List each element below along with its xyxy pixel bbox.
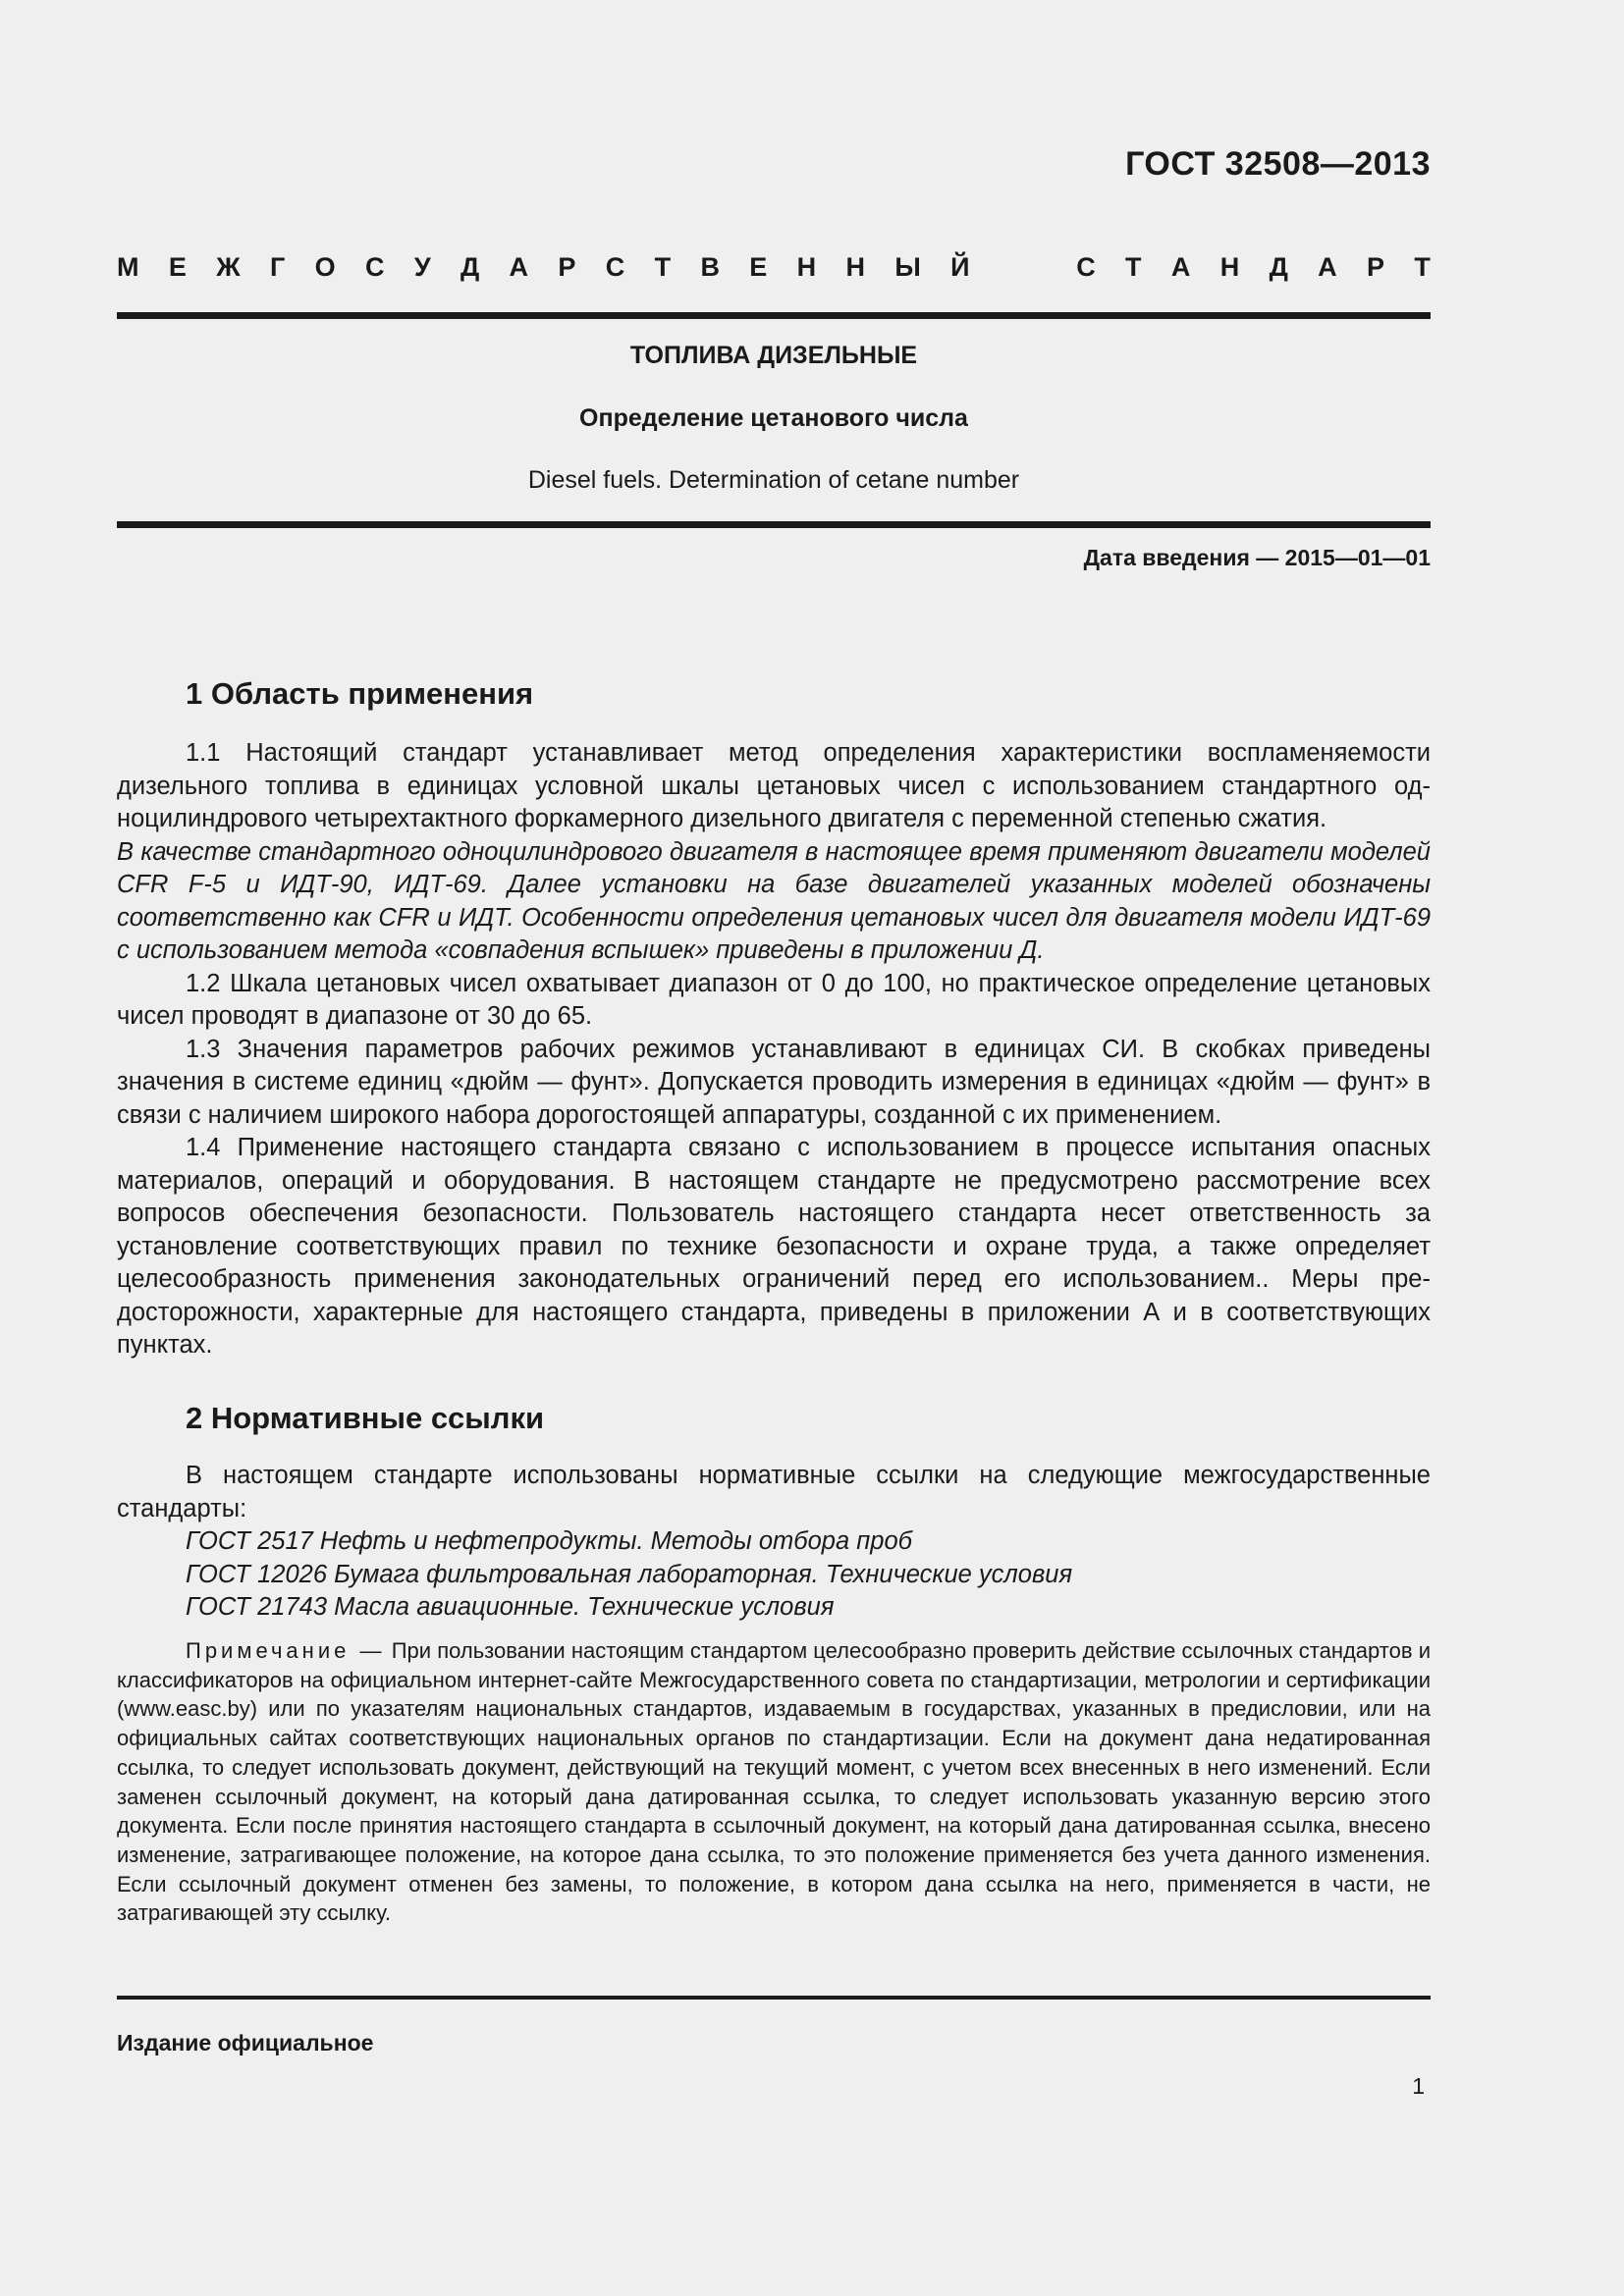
section-1-body — [117, 737, 1431, 1362]
document-number: ГОСТ 32508—2013 — [1125, 145, 1431, 183]
title-divider — [117, 521, 1431, 528]
note-label: Примечание — — [186, 1638, 386, 1663]
clause-1-1: 1.1 Настоящий стандарт устанавливает метод определения характеристики воспламеняемости дизельного топлива в единицах условной шкалы цетановых чисел с использованием стандартного одноцилиндрового четырехтактного форкамерного дизельного двигателя с переменной степенью сжатия. — [117, 739, 1431, 832]
document-subtitle: Определение цетанового числа — [579, 404, 968, 432]
banner-letter: Т — [1125, 251, 1142, 282]
banner-letter: Д — [1269, 251, 1288, 282]
page-number: 1 — [1412, 2073, 1425, 2099]
banner-letter: А — [1318, 251, 1337, 282]
document-title: ТОПЛИВА ДИЗЕЛЬНЫЕ — [629, 342, 918, 369]
clause-1-2: 1.2 Шкала цетановых чисел охватывает диапазон от 0 до 100, но практическое определение цетановых чисел проводят в диапазоне от 30 до 65. — [117, 969, 1431, 1030]
banner-letter: Г — [269, 251, 286, 282]
document-page — [117, 0, 1431, 2296]
banner-letter: Н — [845, 251, 865, 282]
clause-1-3: 1.3 Значения параметров рабочих режимов устанавливают в единицах СИ. В скобках приведены значения в системе единиц «дюйм — фунт». Допускается проводить измерения в единицах «дюйм — фунт» в связи с наличием широкого набора дорогостоящей аппаратуры, созданной с их применением. — [117, 1035, 1431, 1129]
banner-letter: Й — [950, 251, 970, 282]
section-2-heading: 2 Нормативные ссылки — [186, 1401, 545, 1435]
banner-letter: Т — [654, 251, 672, 282]
banner-letter: Т — [1414, 251, 1431, 282]
banner-letter: Р — [1367, 251, 1385, 282]
banner-letter: В — [700, 251, 720, 282]
banner-letter: У — [413, 251, 431, 282]
banner-letter: А — [1170, 251, 1191, 282]
banner-letter: Ы — [894, 251, 921, 282]
reference-item: ГОСТ 21743 Масла авиационные. Технические условия — [186, 1593, 835, 1621]
clause-1-1-note: В качестве стандартного одноцилиндрового двигателя в настоящее время применяют двигатели моделей CFR F-5 и ИДТ-90, ИДТ-69. Далее установки на базе двигателей указанных моделей обозначены соответственно как CFR и ИДТ. Особенности определения цетановых чисел для двигателя модели ИДТ-69 с использованием метода «совпадения вспышек» приведены в приложении Д. — [117, 837, 1431, 964]
clause-1-4: 1.4 Применение настоящего стандарта связано с использованием в процессе испытания опасных материалов, операций и оборудования. В настоящем стандарте не предусмотрено рассмотрение всех вопросов обеспечения безопасности. Пользователь настоящего стандарта несет ответственность за установление соответствующих правил по технике безопасности и охране труда, а также определяет целесообразность применения законодательных ограничений перед его использованием.. Меры предосторожности, характерные для настоящего стандарта, приведены в приложении А и в соответствующих пунктах. — [117, 1134, 1431, 1359]
document-title-english: Diesel fuels. Determination of cetane number — [527, 466, 1020, 494]
top-divider — [117, 312, 1431, 319]
banner-letter: Н — [796, 251, 817, 282]
banner-letter: Р — [558, 251, 576, 282]
banner-letter: Е — [749, 251, 768, 282]
banner-letter: А — [509, 251, 529, 282]
standard-type-banner — [117, 249, 1431, 285]
references-intro: В настоящем стандарте использованы нормативные ссылки на следующие межгосударственные стандарты: — [117, 1462, 1431, 1522]
banner-letter: С — [1076, 251, 1096, 282]
introduction-date: Дата введения — 2015—01—01 — [1083, 545, 1431, 570]
banner-letter: Е — [168, 251, 187, 282]
reference-item: ГОСТ 12026 Бумага фильтровальная лабораторная. Технические условия — [186, 1560, 1073, 1588]
banner-letter: О — [314, 251, 336, 282]
banner-letter: Н — [1219, 251, 1240, 282]
banner-letter: М — [117, 251, 139, 282]
banner-letter: С — [605, 251, 625, 282]
reference-item: ГОСТ 2517 Нефть и нефтепродукты. Методы отбора проб — [186, 1527, 912, 1555]
note-paragraph — [117, 1636, 1431, 1928]
note-text: При пользовании настоящим стандартом целесообразно проверить действие ссылочных стандартов и классификаторов на официальном интернет-сайте Межгосударственного совета по стандартизации, метрологии и сертификации (www.easc.by) или по указателям национальных стандартов, издаваемым в государствах, указанных в предисловии, или на официальных сайтах соответствующих национальных органов по стандартизации. Если на документ дана недатированная ссылка, то следует использовать документ, действующий на текущий момент, с учетом всех внесенных в него изменений. Если заменен ссылочный документ, на который дана датированная ссылка, то следует использовать указанную версию этого документа. Если после принятия настоящего стандарта в ссылочный документ, на который дана датированная ссылка, внесено изменение, затрагивающее положение, на которое дана ссылка, то это положение применяется без учета данного изменения. Если ссылочный документ отменен без замены, то положение, в котором дана ссылка на него, применяется в части, не затрагивающей эту ссылку. — [117, 1638, 1432, 1926]
section-2-intro — [117, 1460, 1431, 1525]
section-1-heading: 1 Область применения — [186, 676, 534, 711]
official-edition-label: Издание официальное — [117, 2030, 374, 2056]
banner-letter: Ж — [216, 251, 241, 282]
references-list — [186, 1525, 1431, 1625]
banner-letter: С — [364, 251, 385, 282]
references-note — [117, 1636, 1431, 1928]
footer-divider — [117, 1996, 1431, 2000]
banner-letter: Д — [460, 251, 480, 282]
